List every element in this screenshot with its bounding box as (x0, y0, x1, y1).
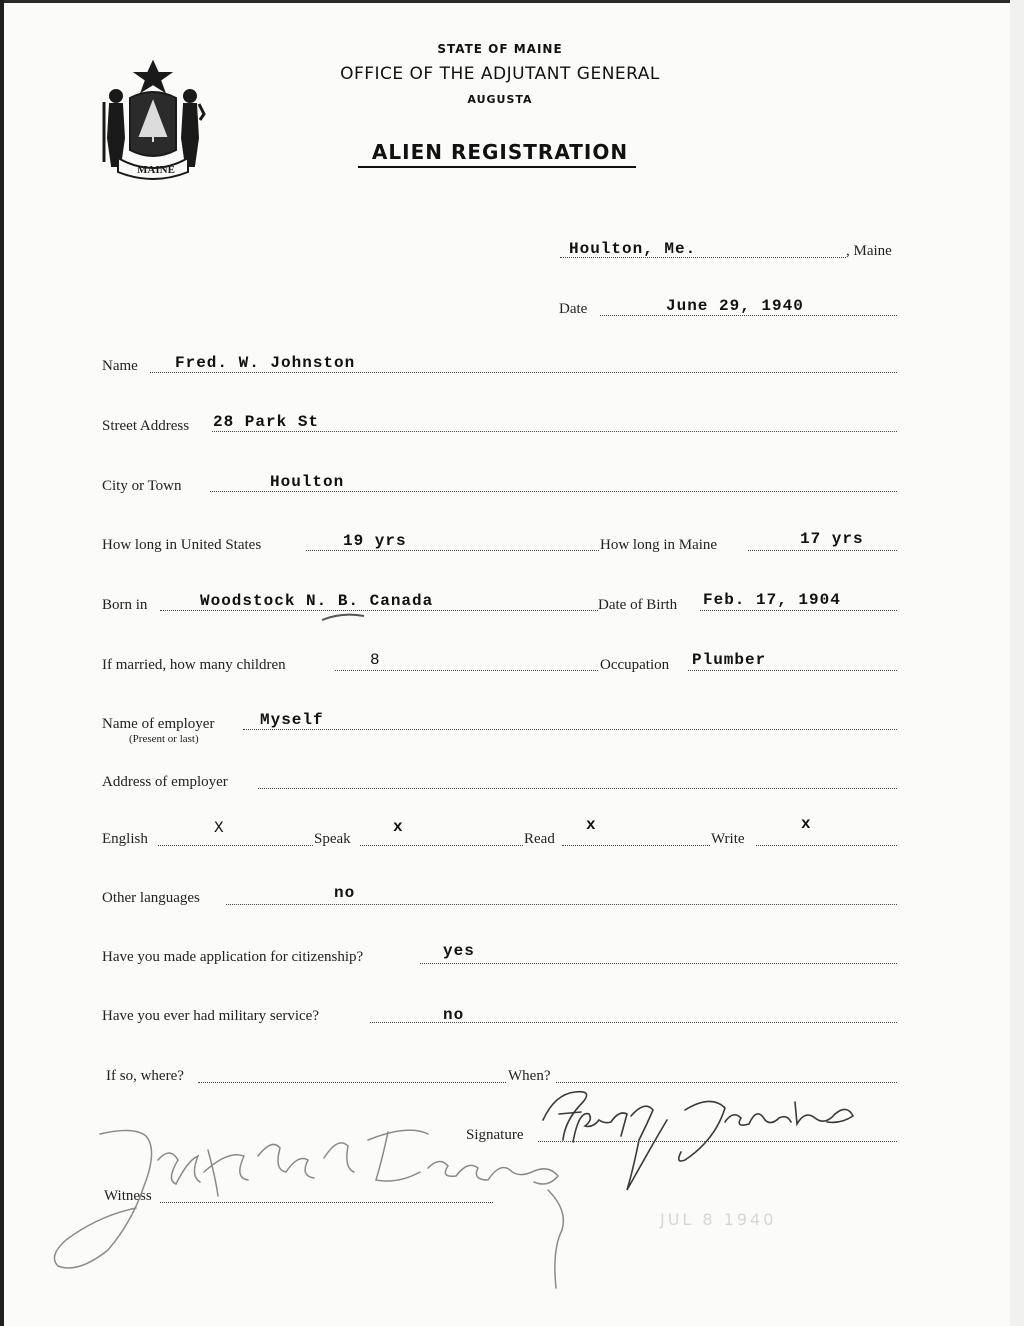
occupation-value: Plumber (692, 651, 767, 669)
employer-address-label: Address of employer (102, 774, 228, 790)
us-years-value: 19 yrs (343, 532, 407, 550)
where-line (198, 1082, 506, 1083)
maine-years-value: 17 yrs (800, 530, 864, 548)
occupation-line (688, 670, 897, 671)
speak-value: x (393, 818, 404, 836)
received-date-stamp: JUL 8 1940 (660, 1210, 777, 1229)
name-label: Name (102, 358, 138, 374)
street-label: Street Address (102, 418, 190, 434)
write-label: Write (711, 831, 745, 847)
speak-line (360, 845, 523, 846)
write-value: x (801, 815, 812, 833)
read-label: Read (524, 831, 555, 847)
citizenship-value: yes (443, 942, 475, 960)
header-office: OFFICE OF THE ADJUTANT GENERAL (340, 64, 660, 84)
witness-handwriting (48, 1120, 588, 1290)
birth-date-label: Date of Birth (598, 597, 678, 613)
read-value: x (586, 816, 597, 834)
date-value: June 29, 1940 (666, 297, 804, 315)
employer-label: Name of employer (102, 716, 215, 732)
name-value: Fred. W. Johnston (175, 354, 356, 372)
speak-label: Speak (314, 831, 351, 847)
employer-value: Myself (260, 711, 324, 729)
form-title: ALIEN REGISTRATION (371, 140, 629, 164)
witness-label: Witness (104, 1188, 152, 1204)
maine-years-label: How long in Maine (600, 537, 718, 553)
english-line (158, 845, 313, 846)
city-line (210, 491, 897, 492)
scan-edge-left (0, 0, 4, 1326)
birth-date-line (700, 610, 897, 611)
citizenship-line (420, 963, 897, 964)
maine-years-line (748, 550, 897, 551)
english-value: X (214, 819, 225, 837)
write-line (756, 845, 897, 846)
english-label: English (102, 831, 148, 847)
street-line (212, 431, 897, 432)
military-label: Have you ever had military service? (102, 1008, 319, 1024)
header-city: AUGUSTA (467, 93, 533, 106)
born-in-line (160, 610, 598, 611)
header-state: STATE OF MAINE (437, 42, 563, 56)
birth-date-value: Feb. 17, 1904 (703, 591, 841, 609)
date-line (600, 315, 897, 316)
born-in-ink-underline (320, 610, 366, 624)
city-value: Houlton (270, 473, 345, 491)
read-line (562, 845, 710, 846)
children-value: 8 (370, 651, 381, 669)
children-label: If married, how many children (102, 657, 286, 673)
scan-edge-right (1010, 0, 1024, 1326)
children-line (335, 670, 598, 671)
svg-text:MAINE: MAINE (137, 164, 175, 176)
military-value: no (443, 1006, 465, 1024)
place-suffix: , Maine (846, 243, 892, 259)
title-underline (358, 166, 636, 168)
place-value: Houlton, Me. (569, 240, 697, 258)
name-line (150, 372, 897, 373)
other-languages-value: no (334, 884, 356, 902)
occupation-label: Occupation (600, 657, 670, 673)
other-languages-line (226, 904, 897, 905)
street-value: 28 Park St (213, 413, 320, 431)
date-label: Date (559, 301, 588, 317)
employer-sublabel: (Present or last) (129, 733, 199, 745)
where-label: If so, where? (106, 1068, 184, 1084)
when-label: When? (508, 1068, 551, 1084)
signature-label: Signature (466, 1127, 524, 1143)
born-in-label: Born in (102, 597, 148, 613)
scan-edge-top (0, 0, 1024, 3)
citizenship-label: Have you made application for citizenship? (102, 949, 364, 965)
city-label: City or Town (102, 478, 182, 494)
employer-address-line (258, 788, 897, 789)
born-in-value: Woodstock N. B. Canada (200, 592, 434, 610)
us-years-label: How long in United States (102, 537, 262, 553)
us-years-line (306, 550, 599, 551)
other-languages-label: Other languages (102, 890, 200, 906)
employer-line (243, 729, 897, 730)
